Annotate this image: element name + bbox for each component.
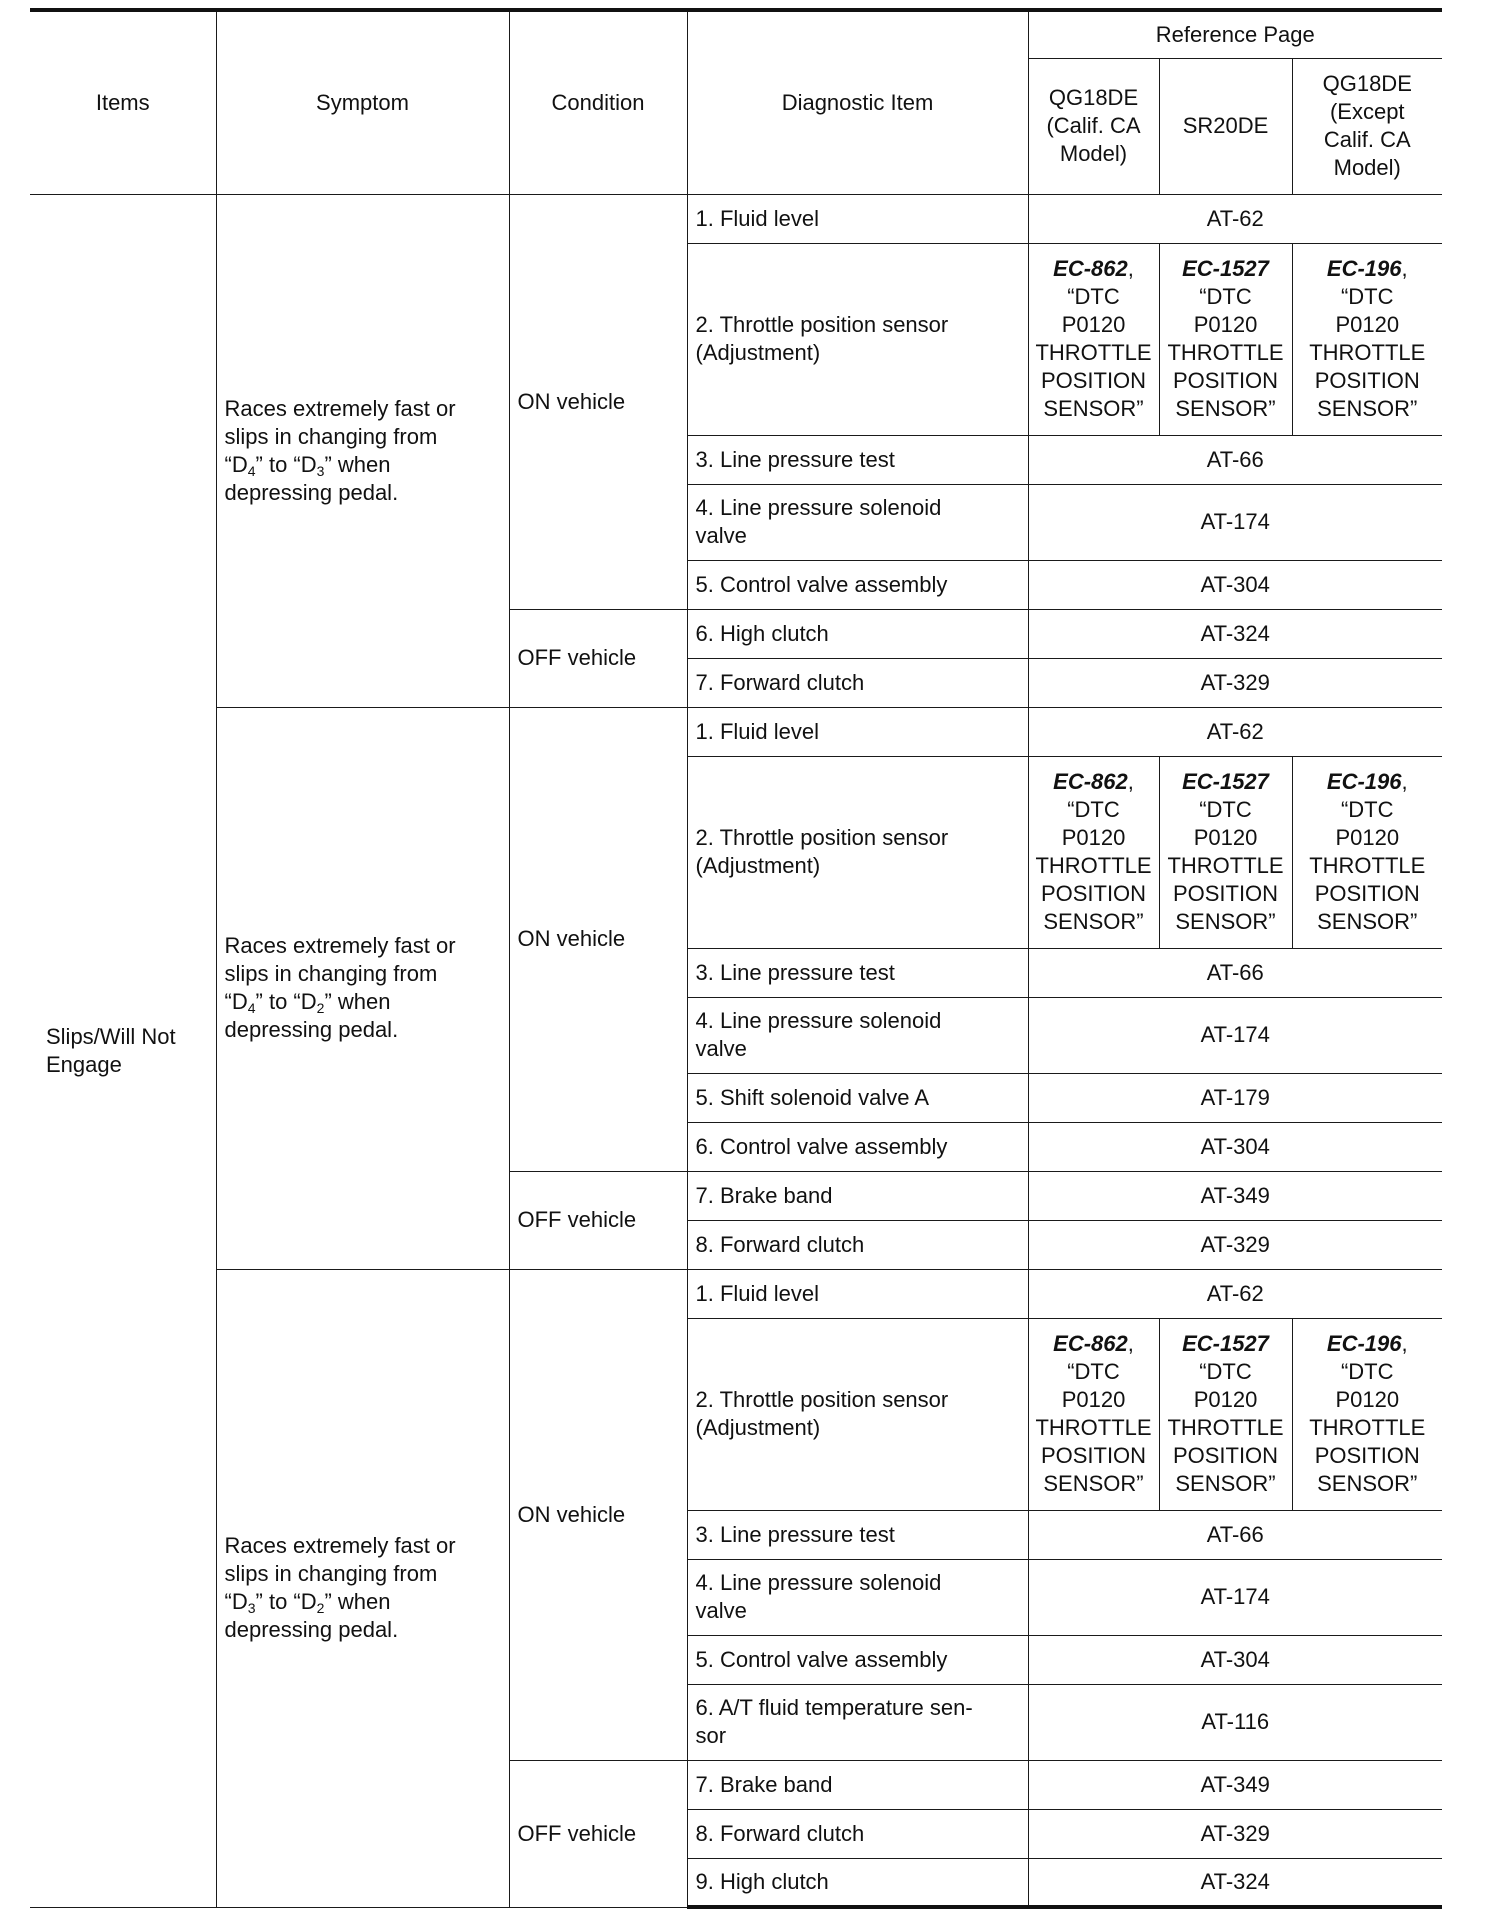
- ref-line: THROTTLE: [1309, 853, 1426, 878]
- diagnostic-item: 1. Fluid level: [687, 194, 1028, 243]
- ec-ref: EC-1527: [1182, 769, 1269, 794]
- reference-page-qg18de-calif: [1028, 1318, 1159, 1510]
- header-diagnostic-item: Diagnostic Item: [687, 10, 1028, 194]
- ref-line: SENSOR”: [1317, 1471, 1418, 1496]
- header-symptom: Symptom: [216, 10, 509, 194]
- ref-line: P0120: [1061, 312, 1126, 337]
- ref-line: [1031, 255, 1157, 283]
- ec-ref: EC-196: [1326, 769, 1402, 794]
- reference-page: AT-62: [1028, 1269, 1442, 1318]
- ref-line: SENSOR”: [1175, 1471, 1276, 1496]
- header-line: QG18DE: [1048, 85, 1139, 110]
- ref-line: SENSOR”: [1317, 396, 1418, 421]
- diagnostic-item: [687, 243, 1028, 435]
- symptom-line: depressing pedal.: [224, 1017, 399, 1042]
- header-line: (Except: [1329, 99, 1405, 124]
- diagnostic-item: 1. Fluid level: [687, 707, 1028, 756]
- ref-comma: ,: [1127, 256, 1134, 281]
- reference-page: AT-66: [1028, 948, 1442, 997]
- symptom-line: depressing pedal.: [224, 479, 399, 505]
- diagnostic-item: 9. High clutch: [687, 1858, 1028, 1907]
- symptom-from-range: 4: [247, 1000, 256, 1016]
- reference-page: AT-329: [1028, 1809, 1442, 1858]
- symptom-tail: ” when: [324, 989, 391, 1014]
- ref-line: P0120: [1335, 1387, 1400, 1412]
- header-line: (Calif. CA: [1046, 113, 1141, 138]
- item-label-line: Slips/Will Not: [46, 1023, 176, 1049]
- reference-page-qg18de-except: [1292, 243, 1442, 435]
- header-condition: Condition: [509, 10, 687, 194]
- trouble-diagnosis-table: [30, 8, 1442, 1909]
- ref-comma: ,: [1401, 256, 1408, 281]
- header-reference-page: Reference Page: [1028, 10, 1442, 58]
- ref-line: P0120: [1335, 825, 1400, 850]
- diagnostic-item: [687, 997, 1028, 1073]
- diagnostic-line: valve: [695, 1598, 747, 1623]
- diagnostic-item: [687, 1559, 1028, 1635]
- reference-page-sr20de: [1159, 756, 1292, 948]
- ref-line: POSITION: [1314, 368, 1420, 393]
- ref-line: THROTTLE: [1035, 1415, 1152, 1440]
- diagnostic-item: 8. Forward clutch: [687, 1220, 1028, 1269]
- ec-ref: EC-862: [1053, 1331, 1128, 1356]
- diagnostic-item: 1. Fluid level: [687, 1269, 1028, 1318]
- reference-page: AT-324: [1028, 609, 1442, 658]
- reference-page: AT-329: [1028, 1220, 1442, 1269]
- symptom-tail: ” when: [324, 1589, 391, 1614]
- diagnostic-item: 8. Forward clutch: [687, 1809, 1028, 1858]
- condition-off-vehicle: OFF vehicle: [509, 1760, 687, 1907]
- header-qg18de-except: [1292, 58, 1442, 194]
- header-line: Calif. CA: [1323, 127, 1411, 152]
- ref-comma: ,: [1401, 769, 1408, 794]
- ref-line: [1295, 1330, 1441, 1358]
- diagnostic-line: 2. Throttle position sensor: [695, 1387, 949, 1412]
- ref-line: SENSOR”: [1175, 909, 1276, 934]
- diagnostic-line: valve: [695, 523, 747, 548]
- ref-line: “DTC: [1340, 284, 1394, 309]
- ec-ref: EC-862: [1053, 256, 1128, 281]
- ref-line: [1031, 1330, 1157, 1358]
- ref-line: THROTTLE: [1035, 340, 1152, 365]
- ref-line: “DTC: [1340, 1359, 1394, 1384]
- symptom-line: [225, 1588, 501, 1616]
- header-line: Model): [1059, 141, 1128, 166]
- symptom-cell: [216, 194, 509, 707]
- header-items: Items: [30, 10, 216, 194]
- header-line: Model): [1333, 155, 1401, 180]
- ref-line: SENSOR”: [1043, 1471, 1144, 1496]
- ref-line: “DTC: [1199, 797, 1252, 822]
- reference-page: AT-66: [1028, 435, 1442, 484]
- ref-line: [1295, 255, 1441, 283]
- symptom-line: depressing pedal.: [224, 1617, 399, 1642]
- diagnostic-item: [687, 1684, 1028, 1760]
- diagnostic-item: 5. Shift solenoid valve A: [687, 1073, 1028, 1122]
- ref-line: “DTC: [1340, 797, 1394, 822]
- symptom-to-range: 3: [316, 462, 325, 479]
- symptom-line: Races extremely fast or: [224, 395, 456, 421]
- ref-line: [1295, 768, 1441, 796]
- symptom-from-range: 3: [247, 1600, 256, 1616]
- reference-page: AT-304: [1028, 560, 1442, 609]
- reference-page: AT-174: [1028, 484, 1442, 560]
- ref-line: POSITION: [1172, 368, 1279, 393]
- diagnostic-line: 2. Throttle position sensor: [695, 312, 949, 337]
- reference-page: AT-304: [1028, 1635, 1442, 1684]
- reference-page: AT-304: [1028, 1122, 1442, 1171]
- symptom-mid: ” to “D: [255, 451, 317, 477]
- ec-ref: EC-862: [1053, 769, 1128, 794]
- diagnostic-line: (Adjustment): [695, 1415, 821, 1440]
- diagnostic-item: 3. Line pressure test: [687, 948, 1028, 997]
- reference-page-qg18de-except: [1292, 1318, 1442, 1510]
- ref-line: P0120: [1335, 312, 1400, 337]
- condition-on-vehicle: ON vehicle: [509, 194, 687, 609]
- symptom-cell: [216, 707, 509, 1269]
- ref-line: THROTTLE: [1309, 1415, 1426, 1440]
- ref-line: SENSOR”: [1043, 909, 1144, 934]
- item-label-line: Engage: [46, 1051, 122, 1077]
- header-sr20de: SR20DE: [1159, 58, 1292, 194]
- symptom-cell: [216, 1269, 509, 1907]
- ref-line: THROTTLE: [1035, 853, 1152, 878]
- diagnostic-line: sor: [695, 1723, 727, 1748]
- diagnostic-item: 6. High clutch: [687, 609, 1028, 658]
- ref-line: POSITION: [1172, 1443, 1279, 1468]
- ec-ref: EC-1527: [1182, 256, 1269, 281]
- diagnostic-item: 3. Line pressure test: [687, 1510, 1028, 1559]
- symptom-to-range: 2: [316, 1000, 325, 1016]
- reference-page-qg18de-calif: [1028, 756, 1159, 948]
- ref-line: POSITION: [1040, 1443, 1147, 1468]
- diagnostic-item: [687, 756, 1028, 948]
- symptom-line: slips in changing from: [224, 423, 438, 449]
- ref-line: SENSOR”: [1317, 909, 1418, 934]
- symptom-line: [225, 988, 501, 1016]
- ref-line: POSITION: [1040, 881, 1147, 906]
- reference-page: AT-62: [1028, 194, 1442, 243]
- ref-line: “DTC: [1067, 284, 1120, 309]
- symptom-from-range: 4: [247, 462, 256, 479]
- ref-line: SENSOR”: [1043, 396, 1144, 421]
- ref-line: “DTC: [1067, 1359, 1120, 1384]
- diagnostic-line: valve: [695, 1036, 747, 1061]
- diagnostic-line: 4. Line pressure solenoid: [695, 1008, 942, 1033]
- symptom-mid: ” to “D: [255, 989, 317, 1014]
- ec-ref: EC-1527: [1182, 1331, 1269, 1356]
- diagnostic-line: (Adjustment): [695, 340, 821, 365]
- header-qg18de-calif: [1028, 58, 1159, 194]
- diagnostic-line: 2. Throttle position sensor: [695, 825, 949, 850]
- diagnostic-item: 5. Control valve assembly: [687, 560, 1028, 609]
- ref-line: THROTTLE: [1167, 340, 1284, 365]
- ref-comma: ,: [1127, 769, 1134, 794]
- ref-line: [1031, 768, 1157, 796]
- symptom-line: slips in changing from: [224, 1561, 438, 1586]
- reference-page: AT-349: [1028, 1760, 1442, 1809]
- reference-page: AT-174: [1028, 997, 1442, 1073]
- symptom-quote-open: “D: [224, 1589, 248, 1614]
- symptom-quote-open: “D: [224, 451, 248, 477]
- ref-line: THROTTLE: [1167, 1415, 1284, 1440]
- reference-page: AT-66: [1028, 1510, 1442, 1559]
- header-line: QG18DE: [1322, 71, 1412, 96]
- symptom-mid: ” to “D: [255, 1589, 317, 1614]
- diagnostic-item: 5. Control valve assembly: [687, 1635, 1028, 1684]
- diagnostic-item: 7. Brake band: [687, 1760, 1028, 1809]
- ref-line: “DTC: [1199, 284, 1252, 309]
- ref-line: P0120: [1061, 825, 1126, 850]
- reference-page-sr20de: [1159, 243, 1292, 435]
- ref-line: [1162, 1330, 1290, 1358]
- reference-page: AT-349: [1028, 1171, 1442, 1220]
- diagnostic-line: 4. Line pressure solenoid: [695, 1570, 942, 1595]
- ref-line: THROTTLE: [1309, 340, 1426, 365]
- condition-off-vehicle: OFF vehicle: [509, 1171, 687, 1269]
- ref-line: “DTC: [1067, 797, 1120, 822]
- diagnostic-line: 6. A/T fluid temperature sen-: [695, 1695, 973, 1720]
- ref-line: THROTTLE: [1167, 853, 1284, 878]
- ref-line: POSITION: [1040, 368, 1147, 393]
- reference-page-sr20de: [1159, 1318, 1292, 1510]
- ec-ref: EC-196: [1326, 256, 1402, 281]
- condition-off-vehicle: OFF vehicle: [509, 609, 687, 707]
- reference-page: AT-329: [1028, 658, 1442, 707]
- items-cell: [30, 194, 216, 1907]
- condition-on-vehicle: ON vehicle: [509, 1269, 687, 1760]
- ref-line: “DTC: [1199, 1359, 1252, 1384]
- diagnostic-item: 7. Forward clutch: [687, 658, 1028, 707]
- diagnostic-line: 4. Line pressure solenoid: [695, 495, 942, 520]
- ref-line: POSITION: [1314, 1443, 1420, 1468]
- reference-page: AT-174: [1028, 1559, 1442, 1635]
- ref-line: POSITION: [1314, 881, 1420, 906]
- ref-comma: ,: [1127, 1331, 1134, 1356]
- ref-line: P0120: [1193, 312, 1258, 337]
- diagnostic-line: (Adjustment): [695, 853, 821, 878]
- diagnostic-item: [687, 1318, 1028, 1510]
- ref-line: P0120: [1193, 1387, 1258, 1412]
- symptom-tail: ” when: [324, 451, 391, 477]
- ref-line: P0120: [1193, 825, 1258, 850]
- reference-page: AT-179: [1028, 1073, 1442, 1122]
- ref-line: POSITION: [1172, 881, 1279, 906]
- reference-page-qg18de-calif: [1028, 243, 1159, 435]
- ref-line: SENSOR”: [1175, 396, 1276, 421]
- symptom-to-range: 2: [316, 1600, 325, 1616]
- symptom-line: Races extremely fast or: [224, 1533, 456, 1558]
- ref-line: P0120: [1061, 1387, 1126, 1412]
- reference-page: AT-62: [1028, 707, 1442, 756]
- ec-ref: EC-196: [1326, 1331, 1402, 1356]
- ref-line: [1162, 255, 1290, 283]
- symptom-line: [225, 451, 501, 479]
- ref-line: [1162, 768, 1290, 796]
- ref-comma: ,: [1401, 1331, 1408, 1356]
- reference-page: AT-324: [1028, 1858, 1442, 1907]
- diagnostic-item: 7. Brake band: [687, 1171, 1028, 1220]
- condition-on-vehicle: ON vehicle: [509, 707, 687, 1171]
- reference-page-qg18de-except: [1292, 756, 1442, 948]
- reference-page: AT-116: [1028, 1684, 1442, 1760]
- diagnostic-item: 6. Control valve assembly: [687, 1122, 1028, 1171]
- diagnostic-item: [687, 484, 1028, 560]
- symptom-line: Races extremely fast or: [224, 933, 456, 958]
- symptom-quote-open: “D: [224, 989, 248, 1014]
- diagnostic-item: 3. Line pressure test: [687, 435, 1028, 484]
- symptom-line: slips in changing from: [224, 961, 438, 986]
